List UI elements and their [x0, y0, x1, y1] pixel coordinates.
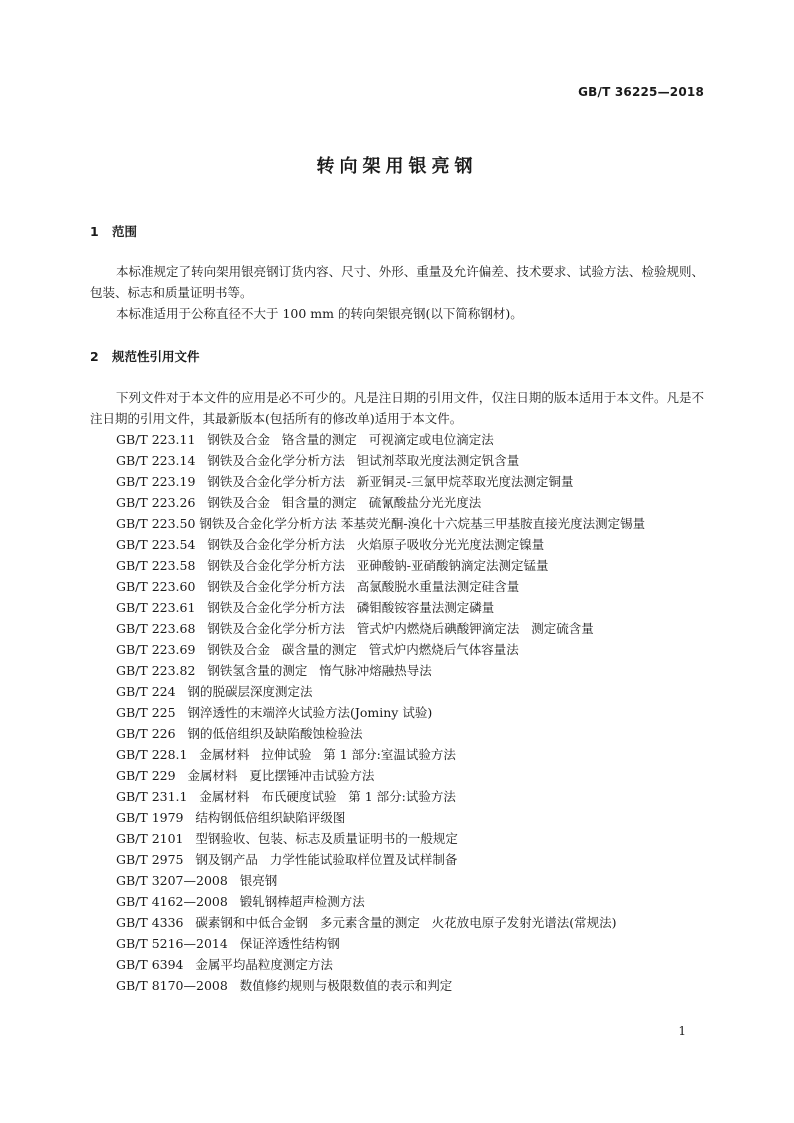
section-title: 范围	[112, 224, 138, 239]
reference-item: GB/T 223.11 钢铁及合金 铬含量的测定 可视滴定或电位滴定法	[116, 432, 494, 447]
standard-code: GB/T 36225—2018	[578, 85, 704, 99]
reference-item: GB/T 6394 金属平均晶粒度测定方法	[116, 957, 333, 972]
reference-item: GB/T 4162—2008 锻轧钢棒超声检测方法	[116, 894, 365, 909]
reference-item: GB/T 4336 碳素钢和中低合金钢 多元素含量的测定 火花放电原子发射光谱法(常规法)	[116, 915, 617, 930]
reference-item: GB/T 223.82 钢铁氢含量的测定 惰气脉冲熔融热导法	[116, 663, 432, 678]
reference-item: GB/T 223.60 钢铁及合金化学分析方法 高氯酸脱水重量法测定硅含量	[116, 579, 520, 594]
scope-paragraph: 本标准规定了转向架用银亮钢订货内容、尺寸、外形、重量及允许偏差、技术要求、试验方法、检验规则、包装、标志和质量证明书等。	[90, 264, 704, 300]
reference-item: GB/T 2975 钢及钢产品 力学性能试验取样位置及试样制备	[116, 852, 458, 867]
reference-item: GB/T 225 钢淬透性的末端淬火试验方法(Jominy 试验)	[116, 705, 433, 720]
section-heading-scope	[90, 222, 137, 240]
reference-item: GB/T 226 钢的低倍组织及缺陷酸蚀检验法	[116, 726, 363, 741]
reference-item: GB/T 223.14 钢铁及合金化学分析方法 钽试剂萃取光度法测定钒含量	[116, 453, 520, 468]
reference-item: GB/T 229 金属材料 夏比摆锤冲击试验方法	[116, 768, 375, 783]
reference-item: GB/T 3207—2008 银亮钢	[116, 873, 278, 888]
reference-item: GB/T 223.26 钢铁及合金 钼含量的测定 硫氰酸盐分光光度法	[116, 495, 482, 510]
reference-item: GB/T 223.54 钢铁及合金化学分析方法 火焰原子吸收分光光度法测定镍量	[116, 537, 545, 552]
document-title: 转向架用银亮钢	[316, 156, 478, 177]
reference-item: GB/T 223.69 钢铁及合金 碳含量的测定 管式炉内燃烧后气体容量法	[116, 642, 519, 657]
reference-item: GB/T 1979 结构钢低倍组织缺陷评级图	[116, 810, 346, 825]
page-number: 1	[678, 1024, 686, 1038]
references-intro-paragraph: 下列文件对于本文件的应用是必不可少的。凡是注日期的引用文件，仅注日期的版本适用于本文件。凡是不注日期的引用文件，其最新版本(包括所有的修改单)适用于本文件。	[90, 390, 704, 426]
reference-item: GB/T 228.1 金属材料 拉伸试验 第 1 部分:室温试验方法	[116, 747, 456, 762]
reference-item: GB/T 5216—2014 保证淬透性结构钢	[116, 936, 340, 951]
reference-item: GB/T 8170—2008 数值修约规则与极限数值的表示和判定	[116, 978, 453, 993]
reference-item: GB/T 223.68 钢铁及合金化学分析方法 管式炉内燃烧后碘酸钾滴定法 测定硫含量	[116, 621, 594, 636]
reference-item: GB/T 224 钢的脱碳层深度测定法	[116, 684, 313, 699]
reference-list	[90, 429, 704, 996]
scope-paragraph: 本标准适用于公称直径不大于 100 mm 的转向架银亮钢(以下简称钢材)。	[116, 306, 523, 321]
reference-item: GB/T 223.61 钢铁及合金化学分析方法 磷钼酸铵容量法测定磷量	[116, 600, 495, 615]
reference-item: GB/T 223.50 钢铁及合金化学分析方法 苯基荧光酮-溴化十六烷基三甲基胺直接光度法测定锡量	[116, 516, 646, 531]
reference-item: GB/T 2101 型钢验收、包装、标志及质量证明书的一般规定	[116, 831, 458, 846]
reference-item: GB/T 231.1 金属材料 布氏硬度试验 第 1 部分:试验方法	[116, 789, 456, 804]
reference-item: GB/T 223.58 钢铁及合金化学分析方法 亚砷酸钠-亚硝酸钠滴定法测定锰量	[116, 558, 549, 573]
section-number: 1	[90, 224, 99, 239]
section-number: 2	[90, 349, 99, 364]
section-heading-normative-references	[90, 347, 200, 365]
section-title: 规范性引用文件	[112, 349, 200, 364]
reference-item: GB/T 223.19 钢铁及合金化学分析方法 新亚铜灵-三氯甲烷萃取光度法测定铜量	[116, 474, 574, 489]
